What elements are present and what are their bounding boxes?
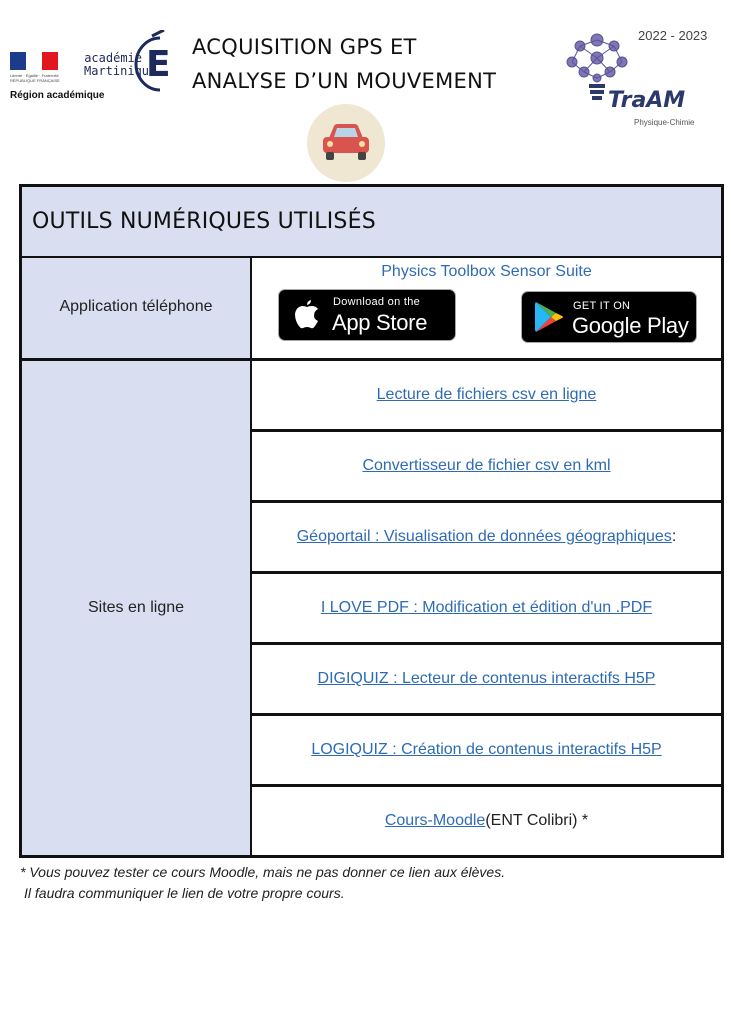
google-play-small-text: GET IT ON [573,300,631,312]
site-row-4 [252,574,721,642]
academie-logo-block [10,30,185,110]
republique-francaise-logo [10,52,58,70]
traam-logo [556,28,716,138]
site-row-5 [252,645,721,713]
site-link-csv-reader[interactable]: Lecture de fichiers csv en ligne [376,386,597,403]
site-link-ilovepdf[interactable]: I LOVE PDF : Modification et édition d'un .PDF [320,599,653,616]
apple-icon [293,300,319,330]
site-link-logiquiz[interactable]: LOGIQUIZ : Création de contenus interactifs H5P [311,741,662,758]
site-link-geoportail[interactable]: Géoportail : Visualisation de données géographiques [296,528,672,545]
site-link-cours-moodle[interactable]: Cours-Moodle [384,812,486,829]
academie-line1: académie [84,51,142,65]
app-store-small-text: Download on the [333,296,421,308]
footnote-line2: Il faudra communiquer le lien de votre propre cours. [24,885,345,901]
school-year: 2022 - 2023 [638,28,708,43]
app-store-button[interactable] [278,289,456,341]
google-play-button[interactable] [521,291,697,343]
academie-line2: Martinique [84,64,157,78]
traam-subtitle: Physique-Chimie [634,118,695,127]
sites-label-cell [22,361,252,855]
site-link-csv-kml-converter[interactable]: Convertisseur de fichier csv en kml [362,457,611,474]
app-row-label: Application téléphone [59,298,213,315]
traam-wordmark: TraAM [608,88,686,113]
page-title [192,30,532,98]
car-badge [307,104,385,182]
app-label-cell [22,258,252,358]
google-play-icon [534,301,564,333]
sites-row-label: Sites en ligne [87,599,185,616]
title-line1: ACQUISITION GPS ET [192,35,417,59]
site-row-1 [252,361,721,429]
app-name: Physics Toolbox Sensor Suite [381,263,592,280]
car-icon [307,104,385,182]
table-header [22,187,721,258]
table-heading: OUTILS NUMÉRIQUES UTILISÉS [32,209,376,234]
site-row-2 [252,432,721,500]
flag-caption: Liberté · Égalité · Fraternité RÉPUBLIQUE FRANÇAISE [10,73,60,83]
site-row-7 [252,787,721,855]
app-store-big-text: App Store [332,310,428,335]
footnote-line1: * Vous pouvez tester ce cours Moodle, mais ne pas donner ce lien aux élèves. [20,864,506,880]
tools-table [19,184,724,858]
title-line2: ANALYSE D’UN MOUVEMENT [192,69,497,93]
academie-e-logo [132,30,188,94]
google-play-big-text: Google Play [572,313,689,338]
site-suffix: : [671,528,677,545]
svg-text:E: E [146,44,171,85]
region-label: Région académique [10,90,105,101]
site-row-6 [252,716,721,784]
footnote [20,862,505,904]
site-link-digiquiz[interactable]: DIGIQUIZ : Lecteur de contenus interactifs H5P [317,670,656,687]
site-suffix: (ENT Colibri) * [485,812,589,829]
site-row-3 [252,503,721,571]
